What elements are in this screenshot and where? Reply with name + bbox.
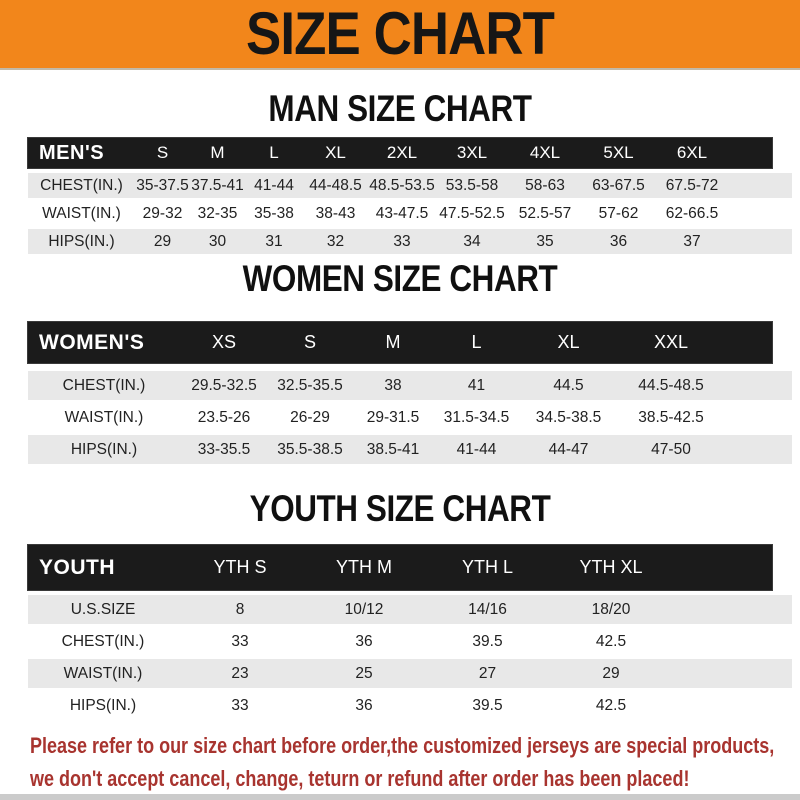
men-size-3xl: 3XL <box>456 143 488 162</box>
youth-section-title: YOUTH SIZE CHART <box>249 488 551 529</box>
cell: 44-47 <box>548 440 589 458</box>
cell: 34 <box>463 232 481 250</box>
cell: 29 <box>153 232 172 250</box>
women-chest-row <box>28 371 792 400</box>
man-section-title: MAN SIZE CHART <box>268 88 532 129</box>
youth-waist-row <box>28 659 792 688</box>
row-label: WAIST(IN.) <box>63 664 143 682</box>
cell: 44.5-48.5 <box>638 376 704 394</box>
women-header-label: WOMEN'S <box>39 330 145 354</box>
cell: 67.5-72 <box>665 176 719 194</box>
row-label: CHEST(IN.) <box>62 376 146 394</box>
cell: 32 <box>326 232 345 250</box>
youth-ussize-row <box>28 595 792 624</box>
disclaimer <box>30 729 775 795</box>
row-label: WAIST(IN.) <box>42 204 121 222</box>
cell: 31.5-34.5 <box>443 408 510 426</box>
cell: 10/12 <box>344 600 384 618</box>
men-size-4xl: 4XL <box>529 143 561 162</box>
row-label: HIPS(IN.) <box>48 232 115 250</box>
cell: 37.5-41 <box>191 176 244 194</box>
women-size-xs: XS <box>211 332 236 352</box>
cell: 62-66.5 <box>665 204 719 222</box>
cell: 33 <box>393 232 411 250</box>
youth-header-row <box>28 545 772 590</box>
cell: 31 <box>265 232 283 250</box>
disclaimer-line-2: we don't accept cancel, change, teturn or refund after order has been placed! <box>30 766 690 791</box>
men-header-row <box>28 138 772 168</box>
cell: 37 <box>683 232 701 250</box>
cell: 48.5-53.5 <box>369 176 435 194</box>
cell: 43-47.5 <box>375 204 429 222</box>
cell: 39.5 <box>472 696 503 714</box>
cell: 25 <box>355 664 373 682</box>
row-label: HIPS(IN.) <box>70 440 138 458</box>
women-section-title: WOMEN SIZE CHART <box>242 258 558 299</box>
cell: 36 <box>609 232 628 250</box>
cell: 41-44 <box>254 176 294 194</box>
disclaimer-line-1: Please refer to our size chart before order,the customized jerseys are special products, <box>30 733 775 758</box>
row-label: CHEST(IN.) <box>40 176 123 194</box>
cell: 33-35.5 <box>197 440 251 458</box>
women-size-m: M <box>385 332 401 352</box>
men-size-xl: XL <box>325 143 346 162</box>
men-chest-row <box>28 173 792 198</box>
men-size-6xl: 6XL <box>676 143 708 162</box>
youth-chest-row <box>28 627 792 656</box>
banner <box>0 0 800 70</box>
cell: 26-29 <box>290 408 330 426</box>
cell: 47-50 <box>651 440 691 458</box>
cell: 42.5 <box>595 632 627 650</box>
men-size-5xl: 5XL <box>603 143 634 162</box>
cell: 36 <box>355 632 373 650</box>
youth-hips-row <box>28 691 792 720</box>
cell: 52.5-57 <box>518 204 572 222</box>
cell: 39.5 <box>472 632 503 650</box>
cell: 44-48.5 <box>309 176 362 194</box>
cell: 47.5-52.5 <box>439 204 505 222</box>
row-label: CHEST(IN.) <box>61 632 145 650</box>
youth-size-xl: YTH XL <box>579 557 643 577</box>
row-label: U.S.SIZE <box>70 600 136 618</box>
women-hips-row <box>28 435 792 464</box>
youth-size-m: YTH M <box>336 557 392 577</box>
men-size-m: M <box>210 143 225 162</box>
cell: 53.5-58 <box>445 176 499 194</box>
cell: 38-43 <box>315 204 356 222</box>
cell: 18/20 <box>591 600 631 618</box>
cell: 34.5-38.5 <box>535 408 602 426</box>
youth-header-label: YOUTH <box>39 555 115 579</box>
women-size-xxl: XXL <box>653 332 689 352</box>
cell: 27 <box>478 664 497 682</box>
cell: 36 <box>355 696 373 714</box>
cell: 41 <box>467 376 486 394</box>
men-hips-row <box>28 229 792 254</box>
cell: 23 <box>231 664 249 682</box>
cell: 41-44 <box>456 440 497 458</box>
youth-size-s: YTH S <box>213 557 267 577</box>
women-header-row <box>28 322 772 363</box>
women-size-xl: XL <box>557 332 580 352</box>
cell: 32.5-35.5 <box>277 376 343 394</box>
cell: 23.5-26 <box>197 408 251 426</box>
women-waist-row <box>28 403 792 432</box>
cell: 33 <box>231 632 249 650</box>
men-size-s: S <box>156 143 169 162</box>
cell: 32-35 <box>197 204 238 222</box>
cell: 35-38 <box>254 204 294 222</box>
cell: 58-63 <box>525 176 565 194</box>
cell: 42.5 <box>595 696 627 714</box>
youth-size-l: YTH L <box>461 557 513 577</box>
women-size-l: L <box>471 332 482 352</box>
cell: 29 <box>602 664 620 682</box>
cell: 29.5-32.5 <box>191 376 257 394</box>
men-header-label: MEN'S <box>39 141 105 164</box>
cell: 35.5-38.5 <box>277 440 343 458</box>
page-title: SIZE CHART <box>246 0 554 67</box>
cell: 29-32 <box>142 204 183 222</box>
cell: 8 <box>235 600 245 618</box>
cell: 57-62 <box>598 204 639 222</box>
bottom-edge-strip <box>0 794 800 800</box>
men-size-2xl: 2XL <box>386 143 418 162</box>
men-waist-row <box>28 201 792 226</box>
cell: 33 <box>231 696 249 714</box>
cell: 29-31.5 <box>366 408 420 426</box>
women-size-s: S <box>303 332 316 352</box>
row-label: HIPS(IN.) <box>69 696 137 714</box>
men-size-l: L <box>269 143 279 162</box>
cell: 38.5-42.5 <box>638 408 704 426</box>
cell: 38 <box>384 376 402 394</box>
cell: 44.5 <box>553 376 584 394</box>
row-label: WAIST(IN.) <box>64 408 144 426</box>
cell: 35 <box>536 232 554 250</box>
cell: 14/16 <box>468 600 507 618</box>
cell: 35-37.5 <box>136 176 189 194</box>
cell: 63-67.5 <box>592 176 645 194</box>
cell: 30 <box>208 232 227 250</box>
cell: 38.5-41 <box>366 440 420 458</box>
